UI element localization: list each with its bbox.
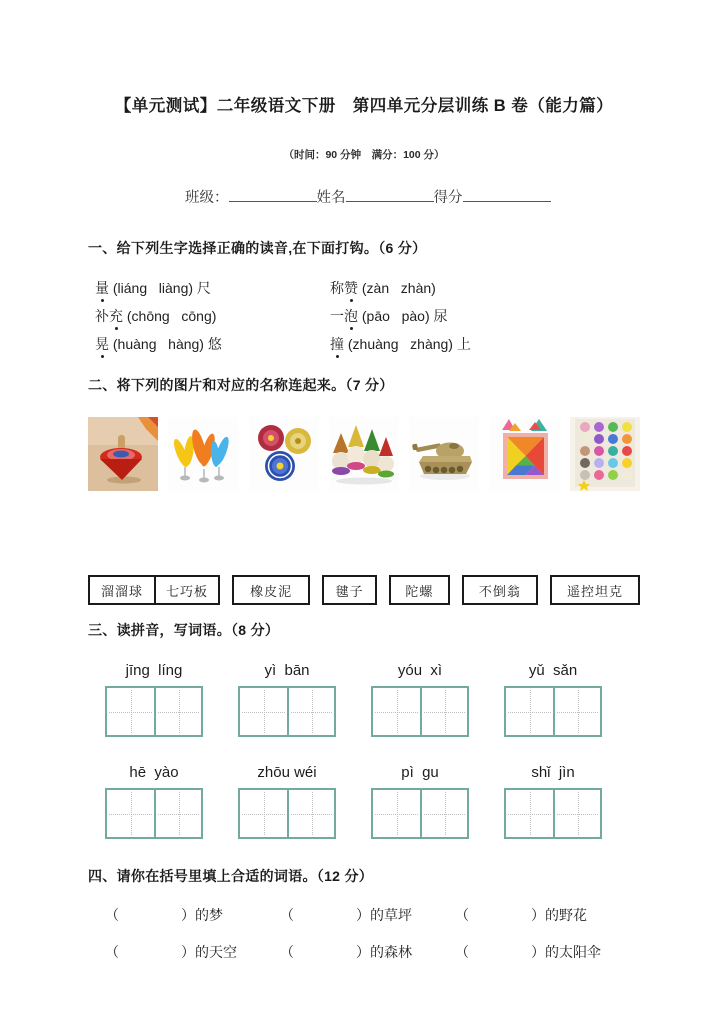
pronunciation-item: 称赞 (zàn zhàn) (330, 280, 436, 296)
toy-label: 毽子 (322, 575, 377, 605)
pinyin-word: shǐ jìn (531, 764, 575, 781)
writing-cell (107, 790, 154, 837)
pronunciation-item: 量 (liáng liàng) 尺 (95, 280, 211, 296)
pronunciation-item: 晃 (huàng hàng) 悠 (95, 336, 222, 352)
writing-grid (105, 686, 203, 737)
toy-label: 七巧板 (154, 577, 218, 603)
pinyin-word: yóu xì (397, 662, 443, 679)
writing-grid (371, 686, 469, 737)
fill-blank-item: （ ）的野花 (455, 907, 587, 923)
writing-cell (506, 790, 553, 837)
name-blank-line (346, 187, 434, 202)
question-row (95, 330, 640, 358)
pronunciation-item: 一泡 (pāo pào) 尿 (330, 308, 448, 324)
pinyin-group (238, 662, 336, 737)
writing-cell (553, 790, 600, 837)
writing-grid (238, 686, 336, 737)
pinyin-group (371, 764, 469, 839)
name-label: 姓名 (316, 190, 346, 206)
question-row (95, 274, 640, 302)
exam-time-score-info: （时间：90 分钟 满分：100 分） (283, 149, 445, 161)
pinyin-word: yì bān (264, 662, 310, 679)
pinyin-word: hē yào (129, 764, 179, 781)
score-label: 得分 (433, 190, 463, 206)
tangram-image (490, 417, 560, 491)
question-row (95, 302, 640, 330)
yo-yos-image (249, 417, 319, 491)
writing-grid (105, 788, 203, 839)
writing-cell (553, 688, 600, 735)
student-info-line (88, 186, 640, 207)
writing-grid (504, 686, 602, 737)
writing-grid (371, 788, 469, 839)
score-blank-line (463, 187, 551, 202)
pinyin-group (504, 662, 602, 737)
writing-cell (506, 688, 553, 735)
pinyin-word: pì gu (401, 764, 439, 781)
writing-cell (420, 790, 467, 837)
pinyin-word: yǔ sǎn (528, 662, 578, 679)
section1-items (88, 274, 640, 358)
writing-cell (154, 688, 201, 735)
toy-label: 遥控坦克 (550, 575, 640, 605)
writing-cell (154, 790, 201, 837)
writing-cell (287, 688, 334, 735)
fill-blank-item: （ ）的森林 (280, 944, 412, 960)
writing-cell (240, 688, 287, 735)
fill-blank-item: （ ）的草坪 (280, 907, 412, 923)
label-box-pair (88, 575, 220, 605)
toy-label: 陀螺 (389, 575, 450, 605)
pinyin-group (371, 662, 469, 737)
pinyin-word: zhōu wéi (257, 764, 317, 781)
tumbler-dolls-image (329, 417, 399, 491)
shuttlecocks-image (168, 417, 238, 491)
page-title: 【单元测试】二年级语文下册 第四单元分层训练 B 卷（能力篇） (114, 97, 614, 115)
toy-label: 不倒翁 (462, 575, 538, 605)
writing-cell (240, 790, 287, 837)
pinyin-group (105, 764, 203, 839)
emphasized-character: 晃 (95, 336, 109, 352)
toy-name-labels-row (88, 575, 640, 605)
pinyin-word: jīng líng (125, 662, 183, 679)
pinyin-group (105, 662, 203, 737)
emphasized-character: 赞 (344, 280, 358, 296)
toy-tank-image (409, 417, 479, 491)
toy-images-row (88, 417, 640, 491)
toy-label: 橡皮泥 (232, 575, 310, 605)
class-blank-line (229, 187, 317, 202)
section3-heading: 三、读拼音，写词语。（8 分） (88, 622, 280, 638)
pronunciation-item: 撞 (zhuàng zhàng) 上 (330, 336, 471, 352)
writing-grid (238, 788, 336, 839)
emphasized-character: 泡 (344, 308, 358, 324)
toy-label: 溜溜球 (100, 583, 143, 599)
writing-cell (373, 790, 420, 837)
fill-blank-item: （ ）的天空 (105, 944, 237, 960)
fill-blank-item: （ ）的太阳伞 (455, 944, 601, 960)
writing-cell (420, 688, 467, 735)
writing-grid (504, 788, 602, 839)
fill-blank-row-1 (88, 905, 640, 925)
writing-cell (107, 688, 154, 735)
section2-heading: 二、将下列的图片和对应的名称连起来。（7 分） (88, 377, 394, 393)
plasticine-image (570, 417, 640, 491)
emphasized-character: 充 (109, 308, 123, 324)
pronunciation-item: 补充 (chōng cōng) (95, 308, 217, 324)
pinyin-row-1 (88, 662, 640, 737)
class-label: 班级： (185, 190, 229, 206)
section1-heading: 一、给下列生字选择正确的读音,在下面打钩。（6 分） (88, 240, 427, 256)
fill-blank-row-2 (88, 942, 640, 962)
writing-cell (373, 688, 420, 735)
writing-cell (287, 790, 334, 837)
pinyin-group (504, 764, 602, 839)
emphasized-character: 量 (95, 280, 109, 296)
fill-blank-item: （ ）的梦 (105, 907, 223, 923)
pinyin-row-2 (88, 764, 640, 839)
section4-heading: 四、请你在括号里填上合适的词语。（12 分） (88, 868, 374, 884)
emphasized-character: 撞 (330, 336, 344, 352)
spinning-top-image (88, 417, 158, 491)
pinyin-group (238, 764, 336, 839)
